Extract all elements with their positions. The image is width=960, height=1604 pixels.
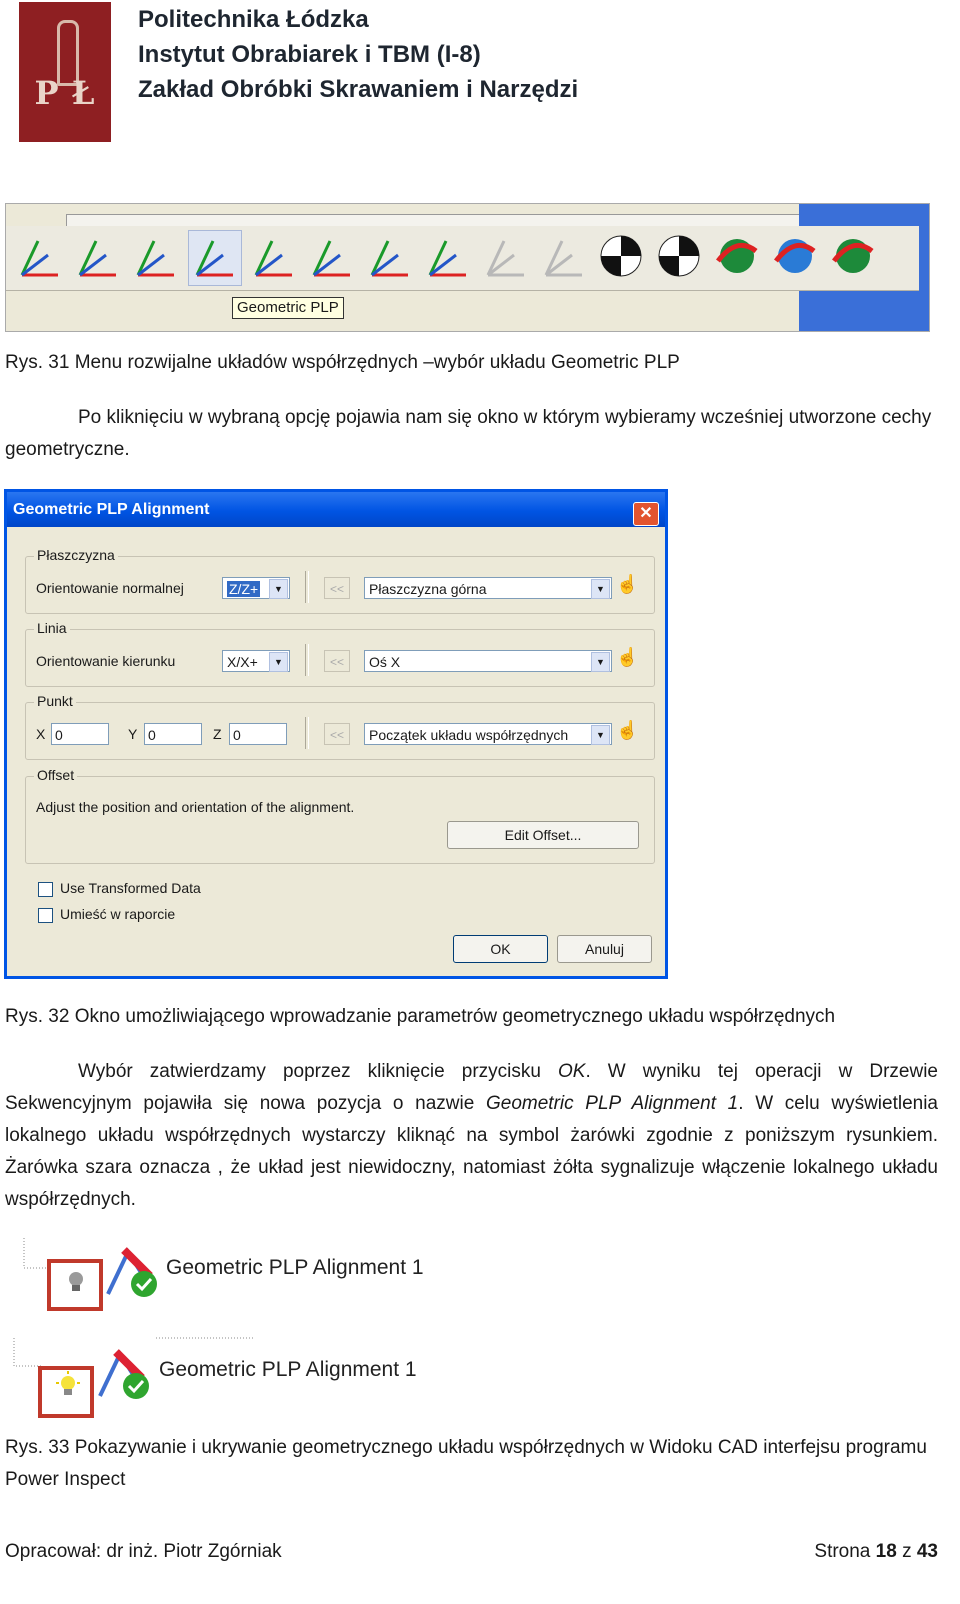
y-label: Y <box>128 726 138 742</box>
alignment-check-icon <box>90 1346 154 1407</box>
pick-hand-icon[interactable]: ☝ <box>616 720 639 740</box>
globe-blue-icon[interactable] <box>770 231 822 285</box>
globe-red-icon[interactable] <box>712 231 764 285</box>
ok-button[interactable]: OK <box>453 935 548 963</box>
axis-folder-icon[interactable] <box>306 231 358 285</box>
z-label: Z <box>213 726 222 742</box>
in-report-checkbox[interactable] <box>38 908 53 923</box>
chevron-down-icon: ▼ <box>269 652 288 672</box>
in-report-label: Umieść w raporcie <box>60 906 176 922</box>
tree-item-hidden[interactable]: Geometric PLP Alignment 1 <box>166 1256 424 1279</box>
logo-letters: P Ł <box>34 74 96 112</box>
chevron-down-icon: ▼ <box>591 652 610 672</box>
footer-author: Opracował: dr inż. Piotr Zgórniak <box>5 1541 282 1562</box>
figure-33-caption: Rys. 33 Pokazywanie i ukrywanie geometrycznego układu współrzędnych w Widoku CAD interfejsu programu Power Inspect <box>5 1437 927 1490</box>
header-university: Politechnika Łódzka <box>138 6 369 33</box>
quadrant-icon[interactable] <box>596 231 648 285</box>
use-transformed-label: Use Transformed Data <box>60 880 201 896</box>
plane-back-button[interactable]: << <box>324 577 350 599</box>
quadrant-arrow-icon[interactable] <box>654 231 706 285</box>
axis-plus-icon[interactable] <box>364 231 416 285</box>
chevron-down-icon: ▼ <box>591 579 610 599</box>
plane-group <box>25 547 655 614</box>
alignment-toolbar <box>6 226 919 291</box>
dialog-title: Geometric PLP Alignment <box>7 492 665 527</box>
plane-group-label: Płaszczyzna <box>34 547 118 563</box>
cancel-button[interactable]: Anuluj <box>557 935 652 963</box>
close-button[interactable]: ✕ <box>633 502 659 526</box>
line-orient-label: Orientowanie kierunku <box>36 653 176 669</box>
paragraph-1-text: Po kliknięciu w wybraną opcję pojawia nam się okno w którym wybieramy wcześniej utworzone cechy geometryczne. <box>5 407 932 460</box>
toolbar-screenshot <box>5 203 930 332</box>
x-input[interactable]: 0 <box>51 723 109 745</box>
geometric-plp-icon[interactable] <box>188 230 242 286</box>
use-transformed-checkbox[interactable] <box>38 882 53 897</box>
point-feature-select[interactable]: Początek układu współrzędnych ▼ <box>364 723 612 745</box>
line-group-label: Linia <box>34 620 70 636</box>
highlight-frame <box>38 1366 94 1418</box>
header-institute: Instytut Obrabiarek i TBM (I-8) <box>138 41 481 68</box>
x-label: X <box>36 726 46 742</box>
chevron-down-icon: ▼ <box>269 579 288 599</box>
geometric-plp-dialog <box>4 489 668 979</box>
chevron-down-icon: ▼ <box>591 725 610 745</box>
point-group-label: Punkt <box>34 693 76 709</box>
highlight-frame <box>47 1259 103 1311</box>
footer-page-number: Strona 18 z 43 <box>814 1541 938 1562</box>
figure-32-caption: Rys. 32 Okno umożliwiającego wprowadzanie parametrów geometrycznego układu współrzędnych <box>5 1006 836 1027</box>
axis-dash-icon[interactable] <box>130 231 182 285</box>
paragraph-2: Wybór zatwierdzamy poprzez kliknięcie przycisku OK. W wyniku tej operacji w Drzewie Sekwencyjnym pojawiła się nowa pozycja o nazwie Geometric PLP Alignment 1. W celu wyświetlenia lokalnego układu współrzędnych wystarczy kliknąć na symbol żarówki zgodnie z poniższym rysunkiem. Żarówka szara oznacza , że układ jest niewidoczny, natomiast żółta sygnalizuje włączenie lokalnego układu współrzędnych. <box>5 1061 939 1210</box>
header-department: Zakład Obróbki Skrawaniem i Narzędzi <box>138 76 579 103</box>
axis-disabled-icon[interactable] <box>538 231 590 285</box>
pick-hand-icon[interactable]: ☝ <box>616 647 639 667</box>
axis-question-icon[interactable] <box>14 231 66 285</box>
paragraph-1 <box>5 402 938 466</box>
point-back-button[interactable]: << <box>324 723 350 745</box>
divider <box>305 571 309 603</box>
point-group <box>25 693 655 760</box>
line-feature-select[interactable]: Oś X ▼ <box>364 650 612 672</box>
edit-offset-button[interactable]: Edit Offset... <box>447 821 639 849</box>
university-logo <box>19 2 111 142</box>
globe-arrow-icon[interactable] <box>828 231 880 285</box>
axis-dots-icon[interactable] <box>248 231 300 285</box>
tree-item-visible[interactable]: Geometric PLP Alignment 1 <box>159 1358 417 1381</box>
figure-31-caption: Rys. 31 Menu rozwijalne układów współrzędnych –wybór układu Geometric PLP <box>5 352 680 373</box>
offset-description: Adjust the position and orientation of the alignment. <box>36 799 355 815</box>
z-input[interactable]: 0 <box>229 723 287 745</box>
offset-group-label: Offset <box>34 767 77 783</box>
axis-list-icon[interactable] <box>72 231 124 285</box>
offset-group <box>25 767 655 864</box>
line-group <box>25 620 655 687</box>
tooltip: Geometric PLP <box>232 297 344 319</box>
axis-grid-icon[interactable] <box>422 231 474 285</box>
plane-orient-label: Orientowanie normalnej <box>36 580 184 596</box>
axis-gear-disabled-icon[interactable] <box>480 231 532 285</box>
line-back-button[interactable]: << <box>324 650 350 672</box>
plane-orient-select[interactable]: Z/Z+ ▼ <box>222 577 290 599</box>
y-input[interactable]: 0 <box>144 723 202 745</box>
alignment-check-icon <box>98 1244 162 1305</box>
divider <box>305 717 309 749</box>
line-orient-select[interactable]: X/X+ ▼ <box>222 650 290 672</box>
pick-hand-icon[interactable]: ☝ <box>616 574 639 594</box>
divider <box>305 644 309 676</box>
plane-feature-select[interactable]: Płaszczyzna górna ▼ <box>364 577 612 599</box>
